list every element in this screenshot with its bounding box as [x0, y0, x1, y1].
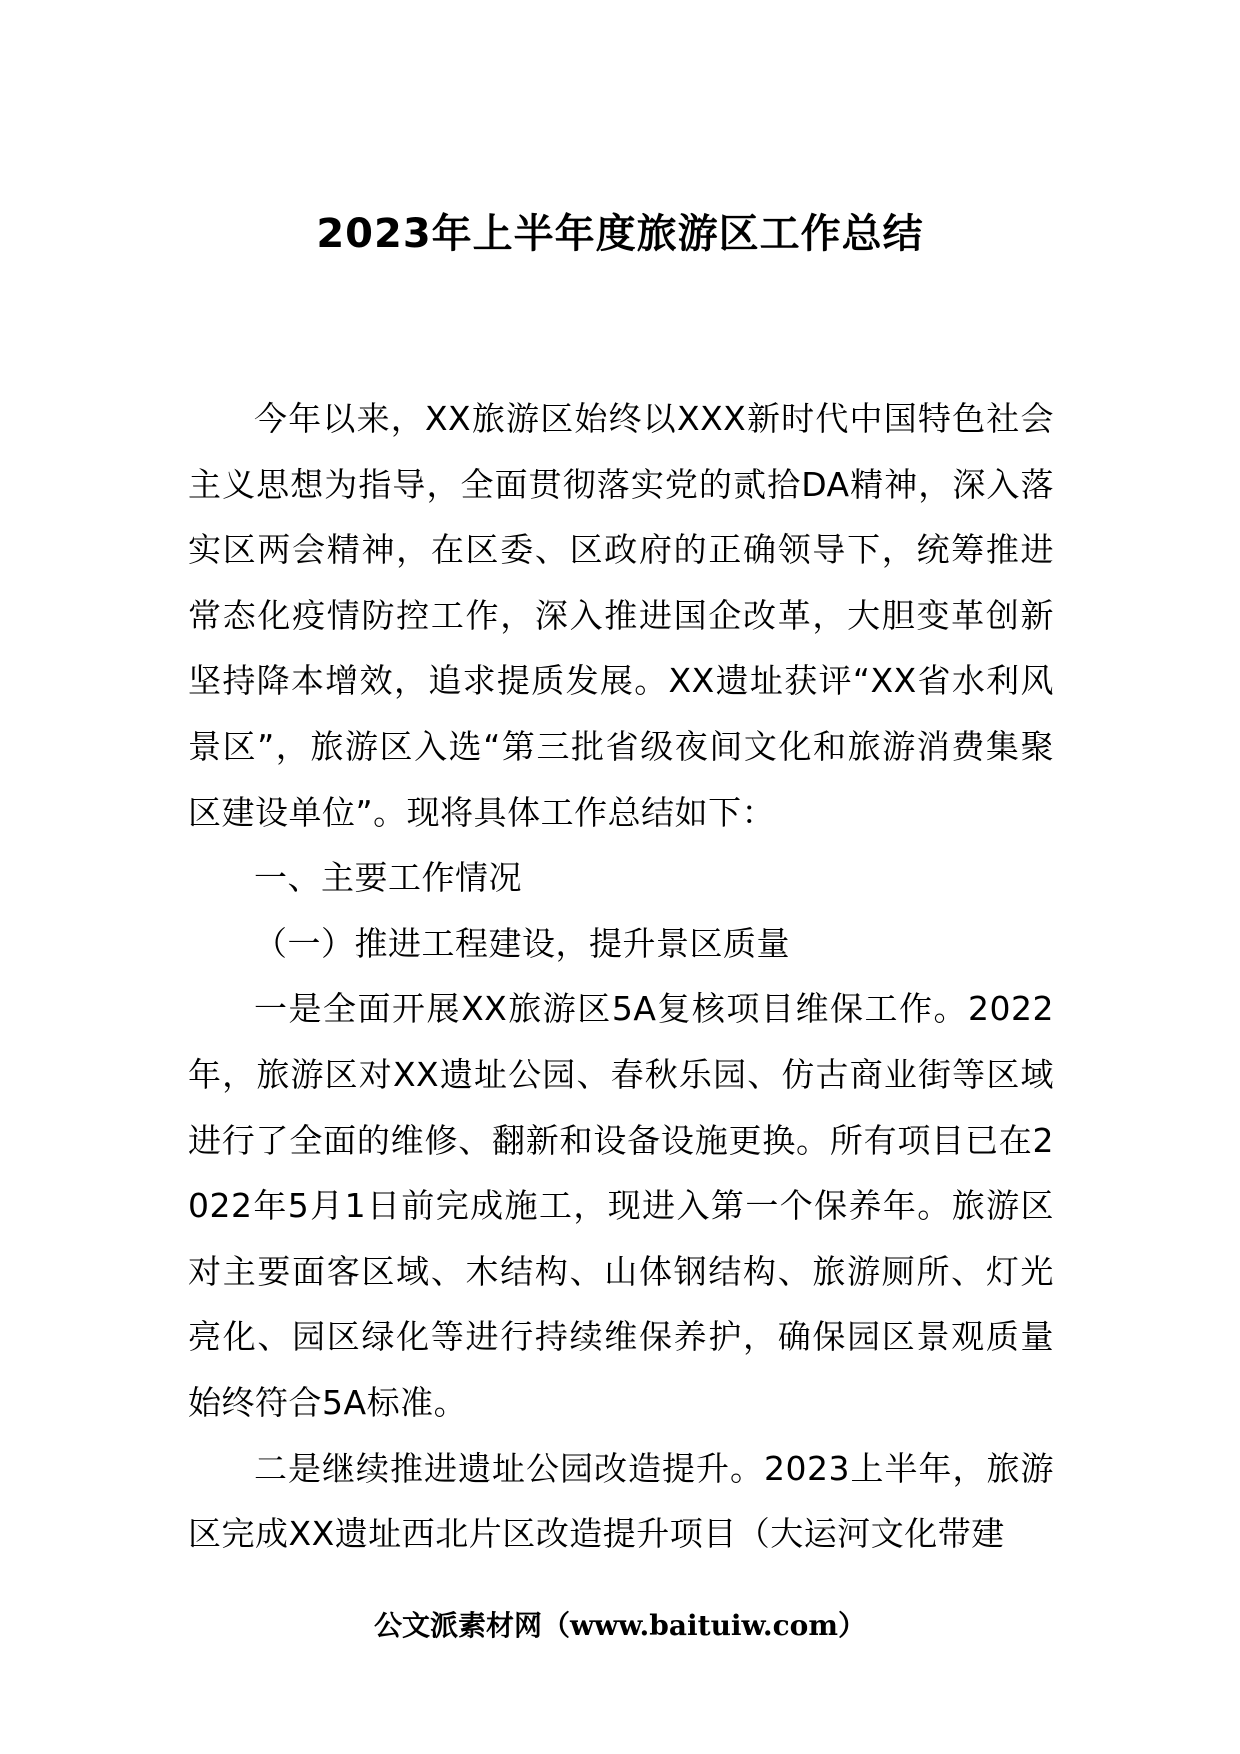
subsection-heading: （一）推进工程建设，提升景区质量 — [254, 923, 790, 963]
section-heading: 一、主要工作情况 — [254, 858, 522, 898]
footer-watermark: 公文派素材网（www.baituiw.com） — [374, 1609, 866, 1642]
paragraph-item-two: 二是继续推进遗址公园改造提升。2023上半年，旅游区完成XX遗址西北片区改造提升项目（大运河文化带建 — [188, 1448, 1054, 1554]
paragraph-intro: 今年以来，XX旅游区始终以XXX新时代中国特色社会主义思想为指导，全面贯彻落实党的贰拾DA精神，深入落实区两会精神，在区委、区政府的正确领导下，统筹推进常态化疫情防控工作，深入推进国企改革，大胆变革创新坚持降本增效，追求提质发展。XX遗址获评“XX省水利风景区”，旅游区入选“第三批省级夜间文化和旅游消费集聚区建设单位”。现将具体工作总结如下： — [188, 399, 1054, 832]
paragraph-item-one: 一是全面开展XX旅游区5A复核项目维保工作。2022年，旅游区对XX遗址公园、春秋乐园、仿古商业街等区域进行了全面的维修、翻新和设备设施更换。所有项目已在2022年5月1日前完成施工，现进入第一个保养年。旅游区对主要面客区域、木结构、山体钢结构、旅游厕所、灯光亮化、园区绿化等进行持续维保养护，确保园区景观质量始终符合5A标准。 — [188, 989, 1054, 1422]
document-title: 2023年上半年度旅游区工作总结 — [316, 211, 924, 257]
document-body — [188, 386, 1054, 1567]
